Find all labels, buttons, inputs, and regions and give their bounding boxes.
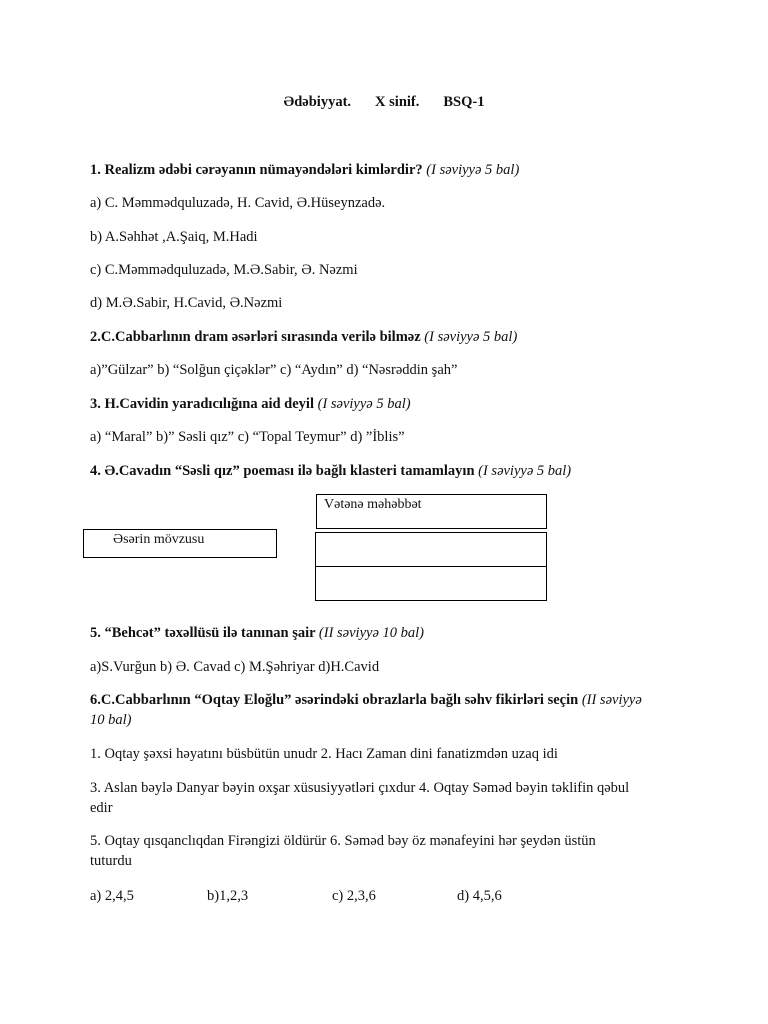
grade: X sinif. bbox=[375, 94, 420, 110]
question-6-text: 6.C.Cabbarlının “Oqtay Eloğlu” əsərindəki obrazlarla bağlı səhv fikirləri seçin bbox=[90, 692, 579, 708]
question-2 bbox=[90, 328, 517, 346]
question-3-level: (I səviyyə 5 bal) bbox=[317, 396, 411, 412]
question-2-text: 2.C.Cabbarlının dram əsərləri sırasında verilə bilməz bbox=[90, 329, 421, 345]
question-6-answer-a: a) 2,4,5 bbox=[90, 888, 134, 904]
question-1-option-d: d) M.Ə.Sabir, H.Cavid, Ə.Nəzmi bbox=[90, 295, 283, 311]
question-4-text: 4. Ə.Cavadın “Səsli qız” poeması ilə bağlı klasteri tamamlayın bbox=[90, 463, 475, 479]
question-6-level-part1: (II səviyyə bbox=[581, 692, 642, 708]
question-6-statement-2-cont: edir bbox=[90, 800, 113, 816]
cluster-main-label: Əsərin mövzusu bbox=[113, 532, 205, 547]
question-1-option-a: a) C. Məmmədquluzadə, H. Cavid, Ə.Hüseynzadə. bbox=[90, 195, 386, 211]
question-5-level: (II səviyyə 10 bal) bbox=[318, 625, 424, 641]
question-1-option-c: c) C.Məmmədquluzadə, M.Ə.Sabir, Ə. Nəzmi bbox=[90, 262, 358, 278]
question-6-answers bbox=[90, 887, 690, 907]
cluster-item-box-3 bbox=[315, 566, 547, 601]
question-4 bbox=[90, 462, 571, 480]
question-5-options: a)S.Vurğun b) Ə. Cavad c) M.Şəhriyar d)H.Cavid bbox=[90, 659, 380, 675]
question-3 bbox=[90, 395, 411, 413]
question-6-answer-b: b)1,2,3 bbox=[207, 888, 249, 904]
question-1 bbox=[90, 161, 519, 179]
question-6-answer-c: c) 2,3,6 bbox=[332, 888, 376, 904]
question-5-text: “Behcət” təxəllüsü ilə tanınan şair bbox=[100, 625, 316, 641]
question-5-number: 5. bbox=[90, 625, 101, 641]
question-2-level: (I səviyyə 5 bal) bbox=[424, 329, 518, 345]
question-3-text: 3. H.Cavidin yaradıcılığına aid deyil bbox=[90, 396, 314, 412]
page-title bbox=[0, 94, 768, 111]
cluster-main-box bbox=[83, 529, 277, 558]
cluster-item-1-label: Vətənə məhəbbət bbox=[324, 497, 422, 512]
question-6-statement-3: 5. Oqtay qısqanclıqdan Firəngizi öldürür 6. Səməd bəy öz mənafeyini hər şeydən üstün bbox=[90, 833, 596, 849]
question-3-options: a) “Maral” b)” Səsli qız” c) “Topal Teymur” d) ”İblis” bbox=[90, 429, 405, 445]
question-6-statement-1: 1. Oqtay şəxsi həyatını büsbütün unudr 2. Hacı Zaman dini fanatizmdən uzaq idi bbox=[90, 746, 558, 762]
question-6-statement-3-cont: tuturdu bbox=[90, 853, 132, 869]
cluster-item-box-2 bbox=[315, 532, 547, 567]
question-4-level: (I səviyyə 5 bal) bbox=[478, 463, 572, 479]
question-6-level-part2: 10 bal) bbox=[90, 712, 132, 728]
question-1-level: (I səviyyə 5 bal) bbox=[426, 162, 520, 178]
question-1-option-b: b) A.Səhhət ,A.Şaiq, M.Hadi bbox=[90, 229, 258, 245]
question-6 bbox=[90, 691, 642, 709]
question-5 bbox=[90, 624, 424, 642]
question-1-text: 1. Realizm ədəbi cərəyanın nümayəndələri kimlərdir? bbox=[90, 162, 423, 178]
question-6-answer-d: d) 4,5,6 bbox=[457, 888, 502, 904]
question-6-statement-2: 3. Aslan bəylə Danyar bəyin oxşar xüsusiyyətləri çıxdur 4. Oqtay Səməd bəyin təklifin qəbul bbox=[90, 780, 630, 796]
question-2-options: a)”Gülzar” b) “Solğun çiçəklər” c) “Aydın” d) “Nəsrəddin şah” bbox=[90, 362, 458, 378]
subject: Ədəbiyyat. bbox=[283, 94, 352, 110]
test-code: BSQ-1 bbox=[443, 94, 485, 110]
cluster-item-box-1 bbox=[316, 494, 547, 529]
